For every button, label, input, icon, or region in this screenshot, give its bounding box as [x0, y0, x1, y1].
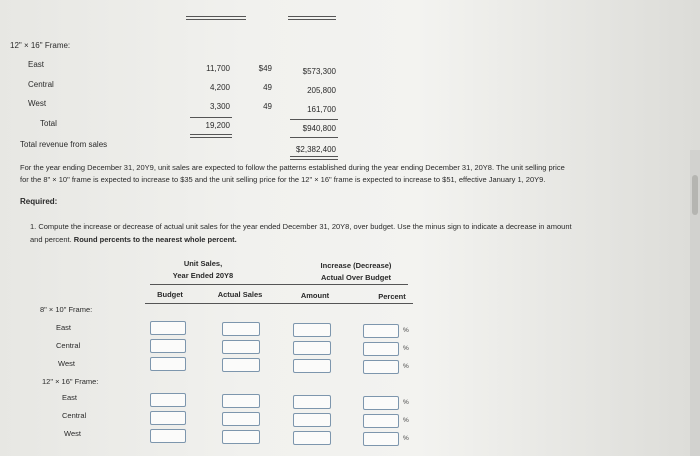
- grand-total-label: Total revenue from sales: [20, 140, 108, 149]
- description-line-2: for the 8" × 10" frame is expected to increase to $35 and the unit selling price for the 12" × 16" frame is expected to increase to $51, effective January 1, 20Y9.: [20, 175, 546, 184]
- frame8-west-budget-input[interactable]: [150, 357, 186, 371]
- frame8-west-amount-input[interactable]: [293, 359, 331, 373]
- question-line-2-plain: and percent.: [30, 235, 74, 244]
- frame12-east-percent-input[interactable]: [363, 396, 399, 410]
- frame12-central-actual-input[interactable]: [222, 412, 260, 426]
- grand-total-double-rule: [290, 156, 338, 160]
- frame12-east-amount-input[interactable]: [293, 395, 331, 409]
- frame12-central-budget-input[interactable]: [150, 411, 186, 425]
- row-label-west: West: [28, 99, 47, 108]
- frame8-central-budget-input[interactable]: [150, 339, 186, 353]
- frame8-east-actual-input[interactable]: [222, 322, 260, 336]
- frame12-east-actual-input[interactable]: [222, 394, 260, 408]
- price-central: 49: [263, 83, 272, 92]
- unit-sales-header-2: Year Ended 20Y8: [172, 271, 234, 280]
- frame12-label-west: West: [64, 429, 81, 438]
- col-budget: Budget: [157, 290, 183, 299]
- question-line-2: [30, 235, 237, 244]
- revenue-east: $573,300: [302, 67, 336, 76]
- units-subtotal-rule: [190, 117, 232, 118]
- frame12-west-percent-sign: %: [403, 435, 409, 442]
- row-label-central: Central: [28, 80, 54, 89]
- revenue-west: 161,700: [307, 105, 336, 114]
- units-total-double-rule: [190, 134, 232, 138]
- frame12-east-percent-sign: %: [403, 399, 409, 406]
- frame8-east-budget-input[interactable]: [150, 321, 186, 335]
- question-line-2-bold: Round percents to the nearest whole percent.: [73, 235, 237, 244]
- frame8-central-amount-input[interactable]: [293, 341, 331, 355]
- frame8-east-amount-input[interactable]: [293, 323, 331, 337]
- frame-8x10-title: 8" × 10" Frame:: [40, 305, 93, 314]
- frame12-west-percent-input[interactable]: [363, 432, 399, 446]
- revenue-central: 205,800: [307, 86, 336, 95]
- frame8-east-percent-sign: %: [403, 327, 409, 334]
- units-central: 4,200: [209, 83, 230, 92]
- frame12-label-central: Central: [62, 411, 87, 420]
- question-line-1: 1. Compute the increase or decrease of actual unit sales for the year ended December 31, 20Y8, over budget. Use the minus sign to indicate a decrease in amount: [30, 222, 572, 231]
- unit-sales-header-1: Unit Sales,: [183, 259, 223, 268]
- revenue-total-rule: [290, 137, 338, 138]
- frame12-west-budget-input[interactable]: [150, 429, 186, 443]
- units-west: 3,300: [209, 102, 230, 111]
- frame8-west-percent-input[interactable]: [363, 360, 399, 374]
- header-group-rule: [150, 284, 408, 285]
- frame8-label-west: West: [58, 359, 75, 368]
- increase-header-2: Actual Over Budget: [320, 273, 391, 282]
- grand-total-value: $2,382,400: [295, 145, 336, 154]
- increase-header-1: Increase (Decrease): [320, 261, 392, 270]
- frame-12x16-title: 12" × 16" Frame:: [10, 41, 71, 50]
- total-revenue: $940,800: [302, 124, 336, 133]
- col-actual-sales: Actual Sales: [217, 290, 263, 299]
- col-percent: Percent: [378, 292, 406, 301]
- scrollbar-thumb[interactable]: [692, 175, 698, 215]
- frame12-central-percent-input[interactable]: [363, 414, 399, 428]
- frame12-central-percent-sign: %: [403, 417, 409, 424]
- frame12-west-amount-input[interactable]: [293, 431, 331, 445]
- header-column-rule: [145, 303, 413, 304]
- frame8-label-east: East: [56, 323, 72, 332]
- frame12-label-east: East: [62, 393, 78, 402]
- frame8-west-percent-sign: %: [403, 363, 409, 370]
- frame8-central-actual-input[interactable]: [222, 340, 260, 354]
- frame8-label-central: Central: [56, 341, 81, 350]
- frame8-west-actual-input[interactable]: [222, 358, 260, 372]
- required-heading: Required:: [20, 197, 58, 206]
- frame12-central-amount-input[interactable]: [293, 413, 331, 427]
- row-label-east: East: [28, 60, 45, 69]
- col-amount: Amount: [300, 291, 330, 300]
- frame12-east-budget-input[interactable]: [150, 393, 186, 407]
- header-rule-left: [186, 16, 246, 20]
- price-west: 49: [263, 102, 272, 111]
- total-units: 19,200: [205, 121, 230, 130]
- frame8-central-percent-sign: %: [403, 345, 409, 352]
- description-line-1: For the year ending December 31, 20Y9, unit sales are expected to follow the patterns established during the year ending December 31, 20Y8. The unit selling price: [20, 163, 565, 172]
- frame8-central-percent-input[interactable]: [363, 342, 399, 356]
- units-east: 11,700: [206, 64, 230, 73]
- frame12-west-actual-input[interactable]: [222, 430, 260, 444]
- frame8-east-percent-input[interactable]: [363, 324, 399, 338]
- price-east: $49: [258, 64, 272, 73]
- frame-12x16-table-title: 12" × 16" Frame:: [42, 377, 99, 386]
- total-label: Total: [40, 119, 57, 128]
- header-rule-right: [288, 16, 336, 20]
- revenue-subtotal-rule: [290, 119, 338, 120]
